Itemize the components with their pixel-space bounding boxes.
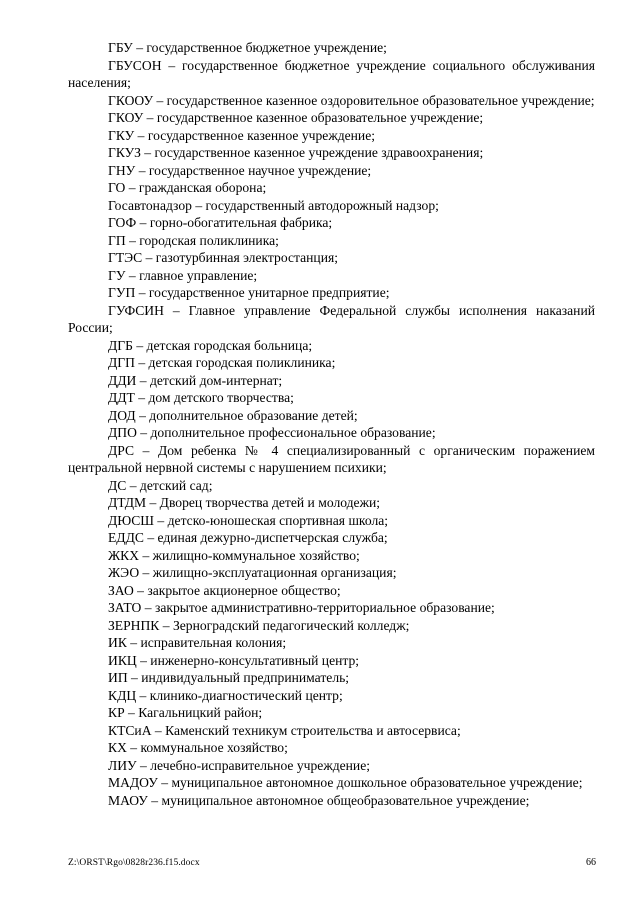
list-item: ГТЭС – газотурбинная электростанция; (108, 250, 338, 265)
list-item: ГО – гражданская оборона; (108, 180, 267, 195)
abbreviation-list (68, 39, 595, 809)
list-item: ЖЭО – жилищно-эксплуатационная организация; (108, 565, 397, 580)
list-item: ГНУ – государственное научное учреждение; (108, 162, 372, 178)
list-item: ГУФСИН – Главное управление Федеральной службы исполнения наказаний России; (68, 302, 595, 335)
list-item: МАОУ – муниципальное автономное общеобразовательное учреждение; (108, 792, 530, 808)
list-item: КДЦ – клинико-диагностический центр; (108, 687, 343, 703)
list-item: Госавтонадзор – государственный автодорожный надзор; (108, 197, 439, 213)
list-item: ГУП – государственное унитарное предприятие; (108, 285, 390, 300)
list-item: ГКУ – государственное казенное учреждение; (108, 127, 376, 143)
list-item: ЖКХ – жилищно-коммунальное хозяйство; (108, 547, 360, 563)
list-item: КХ – коммунальное хозяйство; (108, 740, 288, 755)
list-item: ДРС – Дом ребенка № 4 специализированный с органическим поражением центральной нервной системы с нарушением психики; (68, 442, 595, 475)
list-item: ИК – исправительная колония; (108, 635, 287, 650)
list-item: ЗАТО – закрытое административно-территориальное образование; (108, 600, 495, 615)
list-item: ЗЕРНПК – Зерноградский педагогический колледж; (108, 617, 410, 633)
list-item: МАДОУ – муниципальное автономное дошкольное образовательное учреждение; (108, 775, 583, 790)
footer-file-path: Z:\ORST\Rgo\0828r236.f15.docx (68, 858, 200, 868)
list-item: ГБУСОН – государственное бюджетное учреждение социального обслуживания населения; (68, 57, 595, 90)
list-item: ГБУ – государственное бюджетное учреждение; (108, 40, 387, 55)
list-item: ЗАО – закрытое акционерное общество; (108, 582, 341, 598)
list-item: ДОД – дополнительное образование детей; (108, 407, 358, 423)
list-item: ЕДДС – единая дежурно-диспетчерская служба; (108, 530, 388, 545)
list-item: ГКООУ – государственное казенное оздоровительное образовательное учреждение; (108, 92, 595, 108)
list-item: ДГП – детская городская поликлиника; (108, 355, 336, 370)
list-item: ГУ – главное управление; (108, 267, 258, 283)
list-item: КР – Кагальницкий район; (108, 705, 263, 720)
list-item: ГП – городская поликлиника; (108, 232, 279, 248)
list-item: ИП – индивидуальный предприниматель; (108, 670, 350, 685)
list-item: ГОФ – горно-обогатительная фабрика; (108, 215, 333, 230)
page-number: 66 (586, 857, 596, 868)
list-item: ДЮСШ – детско-юношеская спортивная школа; (108, 512, 389, 528)
list-item: ДДИ – детский дом-интернат; (108, 372, 283, 388)
list-item: ДС – детский сад; (108, 477, 213, 493)
list-item: ГКУЗ – государственное казенное учреждение здравоохранения; (108, 145, 484, 160)
list-item: ДТДМ – Дворец творчества детей и молодежи; (108, 495, 381, 510)
list-item: ДГБ – детская городская больница; (108, 337, 313, 353)
list-item: КТСиА – Каменский техникум строительства и автосервиса; (108, 722, 461, 738)
list-item: ИКЦ – инженерно-консультативный центр; (108, 652, 360, 668)
list-item: ЛИУ – лечебно-исправительное учреждение; (108, 757, 371, 773)
list-item: ГКОУ – государственное казенное образовательное учреждение; (108, 110, 484, 125)
list-item: ДДТ – дом детского творчества; (108, 390, 294, 405)
list-item: ДПО – дополнительное профессиональное образование; (108, 425, 436, 440)
